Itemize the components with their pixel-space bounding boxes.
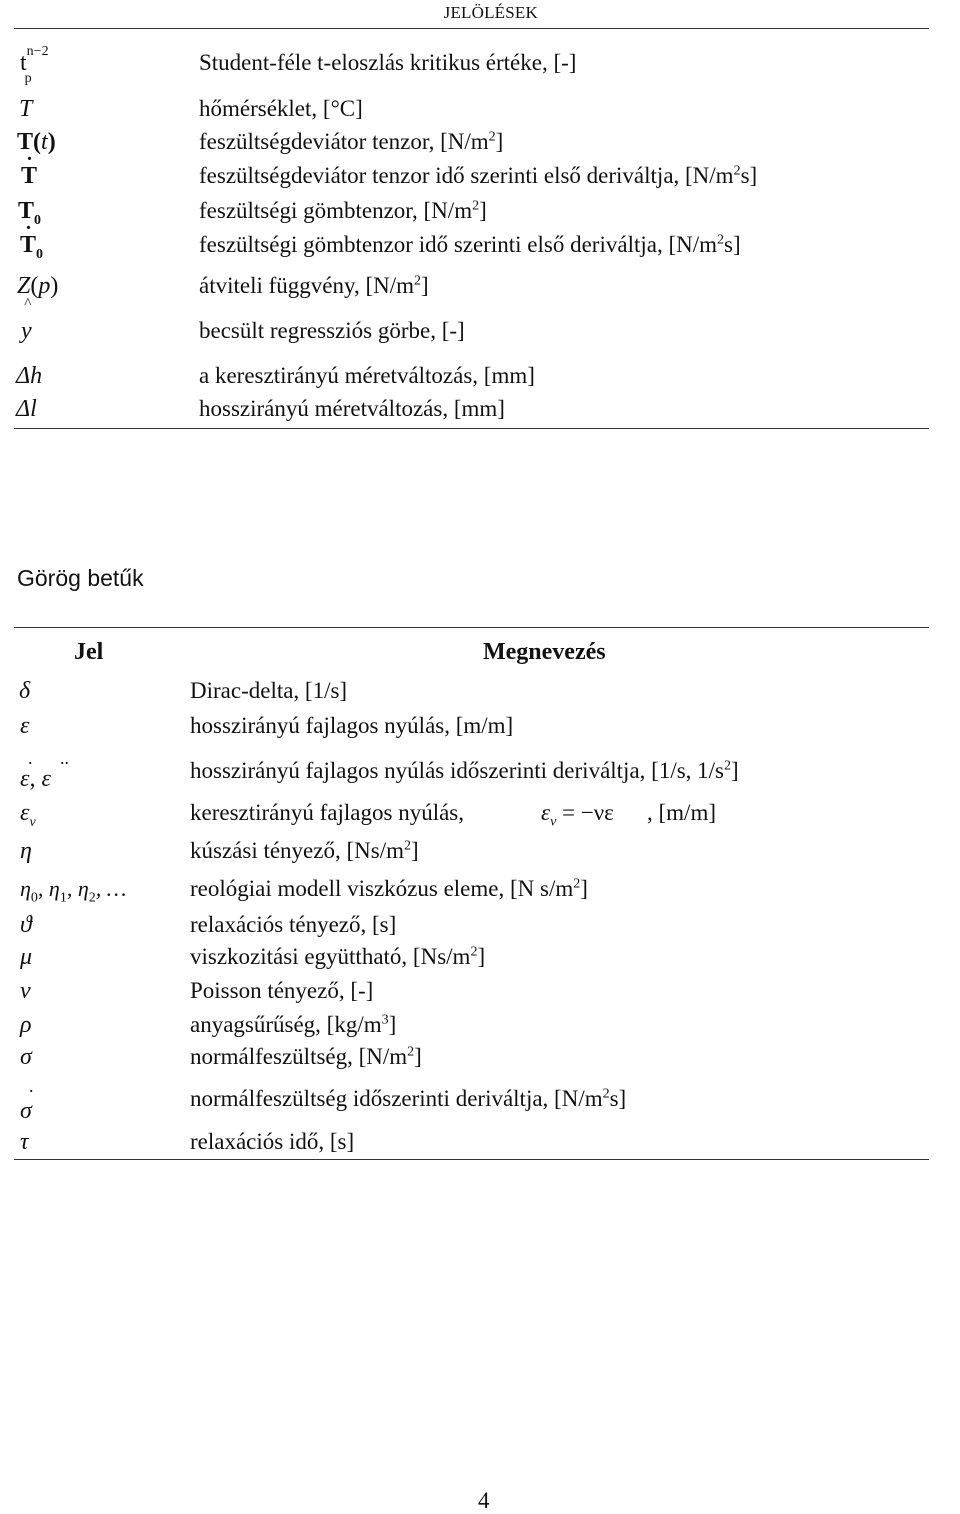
symbol-sigma-dot: σ: [20, 1098, 32, 1124]
eta-1: η: [48, 876, 60, 901]
desc-sup: 3: [381, 1012, 389, 1028]
desc-sup: 2: [717, 232, 724, 248]
symbol-desc: [199, 232, 741, 258]
symbol-epsilon: ε: [20, 713, 30, 739]
symbol-eta: η: [20, 838, 32, 864]
symbol-text: ε: [20, 800, 30, 826]
symbol-eta-series: $\eta_0$, $\eta_1$, $\eta_2$, …: [20, 876, 127, 906]
symbol-epsilon-nu: [20, 800, 36, 831]
symbol-desc: a keresztirányú méretváltozás, [mm]: [199, 363, 535, 388]
symbol-sup: n−2: [26, 44, 49, 59]
symbol-desc: [190, 1086, 626, 1112]
symbol-desc: [190, 876, 588, 902]
desc-text: viszkozitási együttható, [Ns/m: [190, 944, 471, 969]
desc-tail: ]: [410, 838, 419, 863]
symbol-desc: relaxációs tényező, [s]: [190, 912, 397, 937]
column-header-symbol: Jel: [74, 639, 104, 665]
desc-text: feszültségdeviátor tenzor idő szerinti első deriváltja, [N/m: [199, 163, 734, 188]
symbol-arg: p: [38, 273, 51, 299]
header-rule: [14, 28, 929, 29]
desc-text: reológiai modell viszkózus eleme, [N s/m: [190, 876, 574, 901]
symbol-desc: keresztirányú fajlagos nyúlás,: [190, 800, 464, 825]
table-top-rule: [14, 627, 929, 628]
dot-mark: .: [29, 1076, 34, 1096]
column-header-name: Megnevezés: [483, 639, 606, 665]
symbol-mu: μ: [20, 944, 33, 970]
symbol-text: T: [17, 129, 34, 155]
dot-mark: .: [28, 748, 33, 768]
symbol-desc: [199, 129, 503, 155]
page-header: [0, 0, 960, 30]
desc-tail: s]: [609, 1086, 627, 1111]
desc-tail: s]: [740, 163, 758, 188]
symbol-theta: ϑ: [20, 912, 32, 938]
desc-text: feszültségi gömbtenzor, [N/m: [199, 198, 473, 223]
symbol-Tdot: . T: [21, 163, 37, 189]
desc-tail: ]: [580, 876, 588, 901]
symbol-desc: hőmérséklet, [°C]: [199, 96, 363, 121]
symbol-desc: [199, 273, 429, 299]
symbol-sub: p: [24, 70, 32, 86]
desc-text: feszültségdeviátor tenzor, [N/m: [199, 129, 489, 154]
symbol-arg: t: [41, 129, 48, 155]
symbol-desc: Poisson tényező, [-]: [190, 978, 374, 1003]
symbol-desc: [190, 1012, 396, 1038]
desc-tail: , [m/m]: [647, 800, 716, 825]
greek-section-title: Görög betűk: [17, 565, 144, 591]
desc-tail: ]: [477, 944, 486, 969]
desc-tail: ]: [388, 1012, 397, 1037]
symbol-T0dot: [20, 232, 43, 263]
symbol-desc: [199, 163, 757, 189]
formula-epsilon-nu: [541, 800, 614, 831]
desc-sup: 2: [403, 838, 411, 854]
symbol-desc: [199, 198, 487, 224]
double-dot-mark: ..: [60, 748, 69, 768]
symbol-text: t: [20, 50, 27, 76]
formula-expression: = −νε: [562, 800, 614, 825]
desc-sup: 2: [488, 129, 496, 145]
desc-text: normálfeszültség időszerinti deriváltja, [N/m: [190, 1086, 603, 1111]
symbol-sub: 0: [34, 212, 42, 228]
symbol-t: [20, 44, 56, 86]
desc-sup: 2: [414, 273, 422, 289]
symbol-delta: δ: [19, 678, 31, 704]
symbol-Z: Z(p): [17, 273, 59, 299]
desc-text: feszültségi gömbtenzor idő szerinti első deriváltja, [N/m: [199, 232, 717, 257]
desc-text: hosszirányú fajlagos nyúlás időszerinti deriváltja, [1/s, 1/s: [190, 758, 724, 783]
desc-text: anyagsűrűség, [kg/m: [190, 1012, 382, 1037]
symbol-text: T: [18, 198, 35, 224]
symbol-tau: τ: [20, 1129, 29, 1155]
desc-text: kúszási tényező, [Ns/m: [190, 838, 404, 863]
desc-sup: 2: [470, 944, 478, 960]
symbol-nu: ν: [20, 978, 31, 1004]
symbol-rho: ρ: [20, 1012, 32, 1038]
symbol-epsilon-derivatives: ε, ε: [20, 766, 51, 792]
desc-tail: ]: [495, 129, 504, 154]
symbol-desc: [190, 758, 739, 784]
desc-sup: 2: [602, 1086, 610, 1102]
symbol-desc: hosszirányú méretváltozás, [mm]: [199, 396, 505, 421]
desc-sup: 2: [472, 198, 480, 214]
eta-0: η: [20, 876, 31, 901]
symbol-desc: Student-féle t-eloszlás kritikus értéke, [-]: [199, 50, 577, 75]
symbol-dh: Δh: [16, 363, 43, 389]
symbol-sigma: σ: [20, 1044, 32, 1070]
symbol-desc: hosszirányú fajlagos nyúlás, [m/m]: [190, 713, 514, 738]
symbol-desc: [190, 1044, 422, 1070]
desc-tail: s]: [724, 232, 741, 257]
symbol-desc: becsült regressziós görbe, [-]: [199, 318, 465, 343]
desc-sup: 2: [407, 1044, 415, 1060]
eta-2: η: [77, 876, 89, 901]
symbol-text: . T: [20, 232, 36, 258]
table-bottom-rule: [14, 1159, 929, 1160]
symbol-desc: Dirac-delta, [1/s]: [190, 678, 348, 703]
page-number: 4: [478, 1488, 490, 1513]
symbol-Tt: T(t): [17, 129, 56, 155]
desc-sup: 2: [573, 876, 581, 892]
symbol-sub: 0: [36, 246, 44, 262]
formula-sub: ν: [550, 814, 557, 830]
symbol-dl: Δl: [16, 396, 37, 422]
desc-text: normálfeszültség, [N/m: [190, 1044, 408, 1069]
desc-tail: ]: [479, 198, 487, 223]
symbol-T: T: [19, 96, 33, 122]
desc-tail: ]: [731, 758, 739, 783]
symbol-desc: [190, 944, 485, 970]
formula-symbol: ε: [541, 800, 551, 825]
symbol-desc: relaxációs idő, [s]: [190, 1129, 355, 1154]
symbol-sub: ν: [29, 814, 36, 830]
section-rule: [14, 428, 929, 429]
symbol-yhat: ^ y: [21, 318, 32, 345]
symbol-row: [0, 163, 960, 190]
desc-tail: ]: [414, 1044, 422, 1069]
desc-sup: 2: [733, 163, 741, 179]
desc-tail: ]: [421, 273, 429, 298]
symbol-text: Z: [17, 273, 31, 299]
symbol-desc: [190, 838, 419, 864]
header-title: JELÖLÉSEK: [443, 3, 538, 22]
desc-sup: 2: [724, 758, 731, 774]
desc-text: átviteli függvény, [N/m: [199, 273, 415, 298]
